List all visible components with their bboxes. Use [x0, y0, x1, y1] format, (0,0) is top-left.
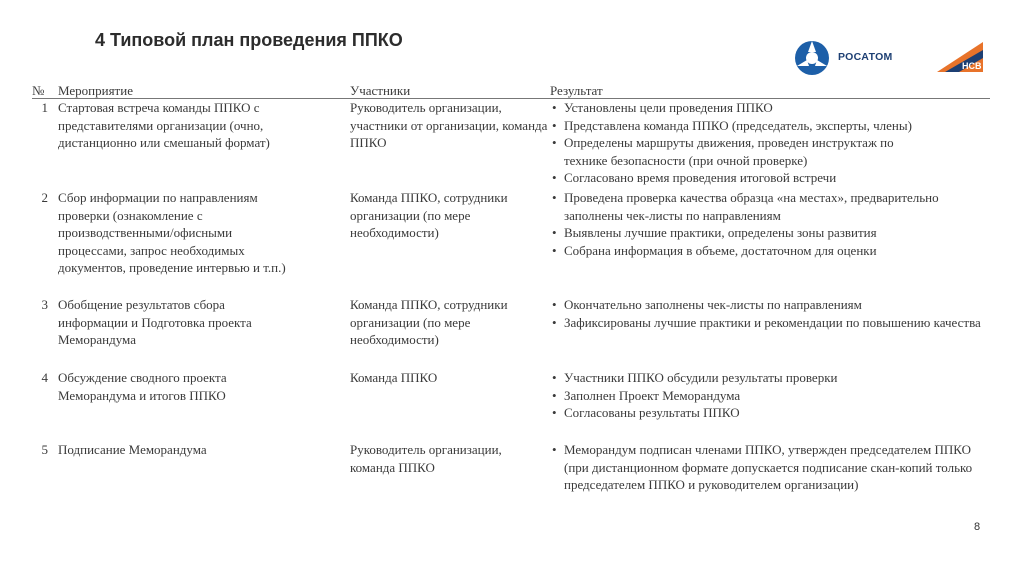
plan-table: [32, 82, 990, 516]
result-item: • Согласованы результаты ППКО: [550, 404, 990, 422]
result-item: • Выявлены лучшие практики, определены зоны развития: [550, 224, 990, 242]
row-num: 4: [41, 370, 48, 385]
row-participants: Руководитель организации, участники от организации, команда ППКО: [350, 100, 548, 150]
rosatom-logo-text: РОСАТОМ: [838, 51, 893, 63]
table-row: [32, 296, 990, 369]
result-item: • Представлена команда ППКО (председатель, эксперты, члены): [550, 117, 990, 135]
header-result: Результат: [550, 83, 603, 98]
row-activity: Обобщение результатов сбора информации и Подготовка проекта Меморандума: [58, 297, 252, 347]
table-header: [32, 82, 990, 99]
result-item: • Определены маршруты движения, проведен инструктаж по технике безопасности (при очной проверке): [550, 134, 924, 169]
row-participants: Команда ППКО, сотрудники организации (по мере необходимости): [350, 190, 508, 240]
result-item: • Участники ППКО обсудили результаты проверки: [550, 369, 990, 387]
header-num: №: [32, 83, 45, 98]
result-item: • Согласовано время проведения итоговой встречи: [550, 169, 990, 187]
row-participants: Команда ППКО, сотрудники организации (по мере необходимости): [350, 297, 508, 347]
header-participants: Участники: [350, 83, 411, 98]
row-participants: Руководитель организации, команда ППКО: [350, 442, 502, 475]
row-results: [550, 296, 990, 331]
row-results: [550, 441, 990, 494]
result-item: • Окончательно заполнены чек-листы по направлениям: [550, 296, 990, 314]
nsv-logo-icon: [935, 38, 985, 74]
row-results: [550, 369, 990, 422]
page-number: 8: [974, 521, 981, 533]
header-activity: Мероприятие: [58, 83, 133, 98]
row-results: [550, 99, 990, 187]
result-item: • Собрана информация в объеме, достаточном для оценки: [550, 242, 990, 260]
result-item: • Меморандум подписан членами ППКО, утвержден председателем ППКО (при дистанционном формате допускается подписание скан-копий только председателем ППКО и руководителем организации): [550, 441, 990, 494]
row-activity: Обсуждение сводного проекта Меморандума и итогов ППКО: [58, 370, 227, 403]
result-item: • Заполнен Проект Меморандума: [550, 387, 990, 405]
row-activity: Стартовая встреча команды ППКО с представителями организации (очно, дистанционно или смешаный формат): [58, 100, 270, 150]
result-item: • Проведена проверка качества образца «на местах», предварительно заполнены чек-листы по направлениям: [550, 189, 944, 224]
row-results: [550, 189, 990, 259]
svg-text:НСВ: НСВ: [962, 61, 982, 71]
row-participants: Команда ППКО: [350, 370, 438, 385]
result-item: • Зафиксированы лучшие практики и рекомендации по повышению качества: [550, 314, 990, 332]
row-num: 1: [41, 100, 48, 115]
table-row: [32, 369, 990, 441]
row-activity: Подписание Меморандума: [58, 442, 207, 457]
row-activity: Сбор информации по направлениям проверки (ознакомление с производственными/офисными процессами, запрос необходимых документов, проведение интервью и т.п.): [58, 190, 286, 275]
row-num: 5: [41, 442, 48, 457]
row-num: 2: [41, 190, 48, 205]
page-title: 4 Типовой план проведения ППКО: [95, 30, 403, 50]
result-item: • Установлены цели проведения ППКО: [550, 99, 990, 117]
row-num: 3: [41, 297, 48, 312]
table-row: [32, 99, 990, 189]
table-row: [32, 441, 990, 516]
table-row: [32, 189, 990, 296]
